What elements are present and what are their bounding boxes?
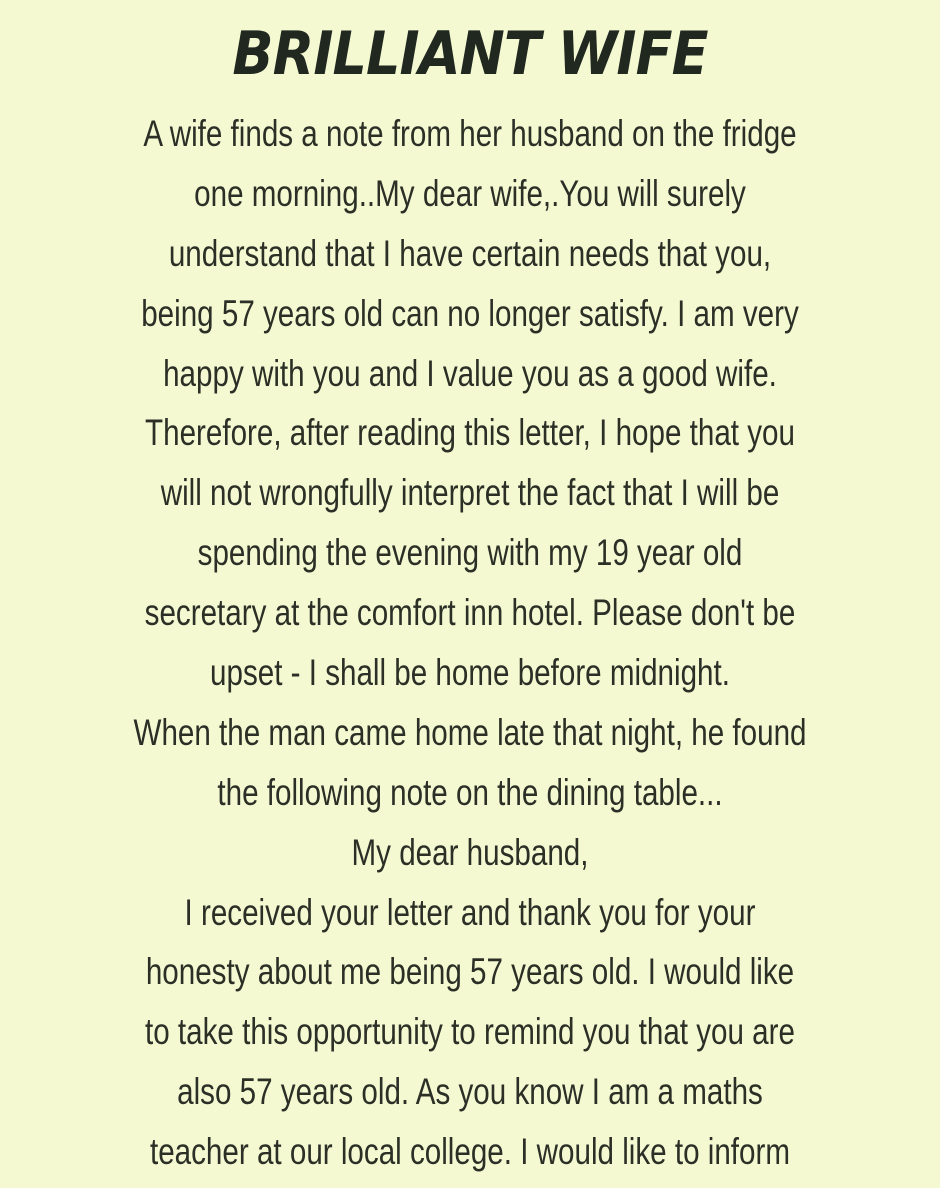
page-title: BRILLIANT WIFE (232, 19, 708, 89)
text-line: being 57 years old can no longer satisfy. I am very (141, 292, 799, 334)
text-line: one morning..My dear wife,.You will surely (194, 172, 746, 214)
text-line: the following note on the dining table... (217, 771, 723, 813)
text-line: Therefore, after reading this letter, I hope that you (145, 412, 795, 454)
text-line: A wife finds a note from her husband on the fridge (143, 113, 797, 154)
text-line: understand that I have certain needs that you, (168, 232, 772, 274)
text-line: honesty about me being 57 years old. I would like (145, 951, 795, 993)
text-line: also 57 years old. As you know I am a maths (177, 1071, 763, 1113)
text-line: When the man came home late that night, he found (133, 711, 807, 753)
text-line: I received your letter and thank you for your (184, 891, 756, 933)
text-line: spending the evening with my 19 year old (197, 532, 743, 574)
text-line: secretary at the comfort inn hotel. Please don't be (144, 592, 796, 634)
text-line: happy with you and I value you as a good wife. (163, 352, 777, 394)
text-line: teacher at our local college. I would like to inform (149, 1131, 791, 1173)
text-line: upset - I shall be home before midnight. (210, 652, 730, 694)
story-text (0, 104, 940, 1182)
text-line: will not wrongfully interpret the fact that I will be (160, 472, 780, 514)
text-line: My dear husband, (351, 831, 589, 873)
text-line: to take this opportunity to remind you that you are (145, 1011, 795, 1053)
